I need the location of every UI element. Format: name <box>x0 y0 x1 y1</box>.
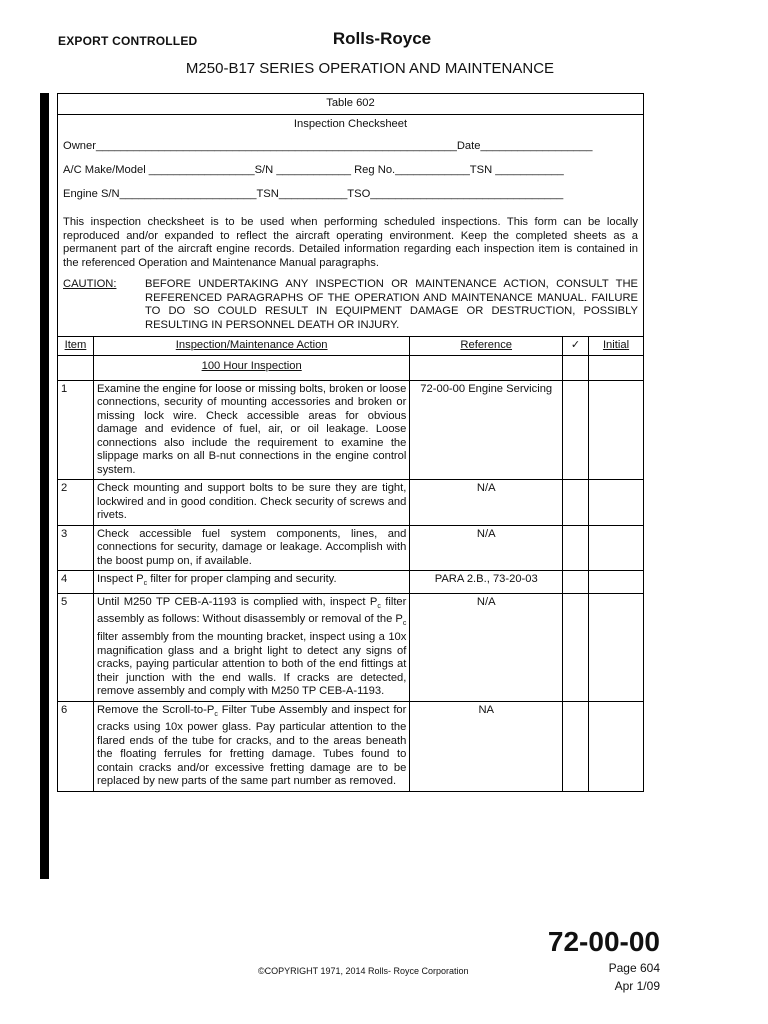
col-item-header <box>58 337 94 356</box>
col-item-label: Item <box>64 339 87 351</box>
check-cell[interactable] <box>563 701 589 791</box>
table-header-block <box>58 94 644 337</box>
caution-label: CAUTION: <box>63 278 117 290</box>
table-row <box>58 593 644 701</box>
col-reference-header <box>410 337 563 356</box>
revision-change-bar <box>40 93 49 879</box>
initial-cell[interactable] <box>589 480 644 526</box>
section-row <box>58 355 644 380</box>
item-number: 3 <box>58 525 94 571</box>
engine-info-field[interactable]: Engine S/N______________________TSN___________TSO_______________________________ <box>63 188 564 200</box>
action-text <box>93 571 409 594</box>
company-name <box>0 29 768 49</box>
subscript: c <box>402 620 407 628</box>
col-action-header <box>93 337 409 356</box>
table-row <box>58 380 644 480</box>
check-cell[interactable] <box>563 525 589 571</box>
reference-text: N/A <box>410 480 563 526</box>
subscript: c <box>214 710 218 718</box>
document-number: 72-00-00 <box>547 926 660 957</box>
record-fields <box>58 134 643 216</box>
action-text: Check accessible fuel system components, lines, and connections for security, damage or leakage. Accomplish with the boost pump on, if available. <box>93 525 409 571</box>
item-number: 5 <box>58 593 94 701</box>
table-row <box>58 571 644 594</box>
company-name-text: Rolls-Royce <box>332 29 432 48</box>
action-text <box>93 593 409 701</box>
reference-text: NA <box>410 701 563 791</box>
inspection-checksheet-table <box>57 93 644 792</box>
reference-text: N/A <box>410 525 563 571</box>
section-item-cell <box>58 355 94 380</box>
initial-cell[interactable] <box>589 525 644 571</box>
item-number: 4 <box>58 571 94 594</box>
item-number: 1 <box>58 380 94 480</box>
action-text-part: Remove the Scroll-to-P <box>96 703 215 716</box>
check-cell[interactable] <box>563 380 589 480</box>
table-header-cell <box>58 94 644 337</box>
caution-text: BEFORE UNDERTAKING ANY INSPECTION OR MAINTENANCE ACTION, CONSULT THE REFERENCED PARAGRAPHS OF THE OPERATION AND MAINTENANCE MANUAL. FAILURE TO DO SO COULD RESULT IN EQUIPMENT DAMAGE OR DESTRUCTION, POSSIBLY RESULTING IN PERSONNEL DEATH OR INJURY. <box>145 278 638 331</box>
col-action-label: Inspection/Maintenance Action <box>175 339 328 351</box>
action-text-part: Filter Tube Assembly and inspect for cracks using 10x power glass. Pay particular attention to the flared ends of the tube for cracks, and to the areas beneath the floating ferrules for fretting damage. Tubes found to contain cracks and/or excessive fretting damage are to be replaced by new parts of the same part number as removed. <box>96 703 407 788</box>
subscript: c <box>377 602 381 610</box>
initial-cell[interactable] <box>589 593 644 701</box>
col-check-header <box>563 337 589 356</box>
action-text-part: Inspect P <box>96 573 144 585</box>
copyright-notice: ©COPYRIGHT 1971, 2014 Rolls- Royce Corporation <box>258 966 469 976</box>
section-ref-cell <box>410 355 563 380</box>
manual-title: M250-B17 SERIES OPERATION AND MAINTENANCE <box>185 60 555 77</box>
export-controlled-label: EXPORT CONTROLLED <box>58 34 198 48</box>
reference-text: PARA 2.B., 73-20-03 <box>410 571 563 594</box>
table-row <box>58 701 644 791</box>
intro-paragraph: This inspection checksheet is to be used when performing scheduled inspections. This form can be locally reproduced and/or expanded to reflect the aircraft operating environment. Keep the completed sheets as a permanent part of the aircraft engine records. Detailed information regarding each inspection item is contained in the referenced Operation and Maintenance Manual paragraphs. <box>63 216 638 269</box>
check-mark-icon: ✓ <box>570 339 581 351</box>
section-check-cell <box>563 355 589 380</box>
action-text-part: filter for proper clamping and security. <box>147 573 337 585</box>
action-text-part: filter assembly from the mounting bracket, inspect using a 10x magnification glass and a bright light to detect any signs of cracks, paying particular attention to both of the end fittings at their junction with the end walls. If cracks are detected, remove assembly and comply with M250 TP CEB-A-1193. <box>96 631 407 698</box>
section-title: 100 Hour Inspection <box>93 355 409 380</box>
col-initial-label: Initial <box>602 339 630 351</box>
table-row <box>58 480 644 526</box>
action-text <box>93 701 409 791</box>
reference-text: 72-00-00 Engine Servicing <box>410 380 563 480</box>
col-reference-label: Reference <box>460 339 513 351</box>
reference-text: N/A <box>410 593 563 701</box>
aircraft-info-field[interactable]: A/C Make/Model _________________S/N ____________ Reg No.____________TSN ___________ <box>63 164 564 176</box>
check-cell[interactable] <box>563 480 589 526</box>
section-initial-cell <box>589 355 644 380</box>
action-text: Check mounting and support bolts to be sure they are tight, lockwired and in good condition. Check security of screws and rivets. <box>93 480 409 526</box>
caution-block <box>58 272 643 336</box>
table-row <box>58 525 644 571</box>
action-text-part: Until M250 TP CEB-A-1193 is complied with, inspect P <box>96 595 378 608</box>
check-cell[interactable] <box>563 571 589 594</box>
page-number: Page 604 <box>608 961 660 975</box>
revision-date: Apr 1/09 <box>614 979 660 993</box>
item-number: 6 <box>58 701 94 791</box>
owner-date-field[interactable]: Owner__________________________________________________________Date__________________ <box>63 140 593 152</box>
table-title: Inspection Checksheet <box>293 117 408 130</box>
initial-cell[interactable] <box>589 380 644 480</box>
initial-cell[interactable] <box>589 571 644 594</box>
table-number: Table 602 <box>58 94 643 115</box>
initial-cell[interactable] <box>589 701 644 791</box>
action-text-part: filter assembly as follows: Without disassembly or removal of the P <box>96 595 407 626</box>
col-initial-header <box>589 337 644 356</box>
column-header-row <box>58 337 644 356</box>
action-text: Examine the engine for loose or missing bolts, broken or loose connections, security of mounting accessories and broken or missing lock wire. Check accessible areas for obvious damage and evidence of fuel, air, or oil leakage. Loose connections also include the requirement to examine the slippage marks on all B-nut connections in the engine control system. <box>93 380 409 480</box>
subscript: c <box>143 580 148 588</box>
check-cell[interactable] <box>563 593 589 701</box>
item-number: 2 <box>58 480 94 526</box>
